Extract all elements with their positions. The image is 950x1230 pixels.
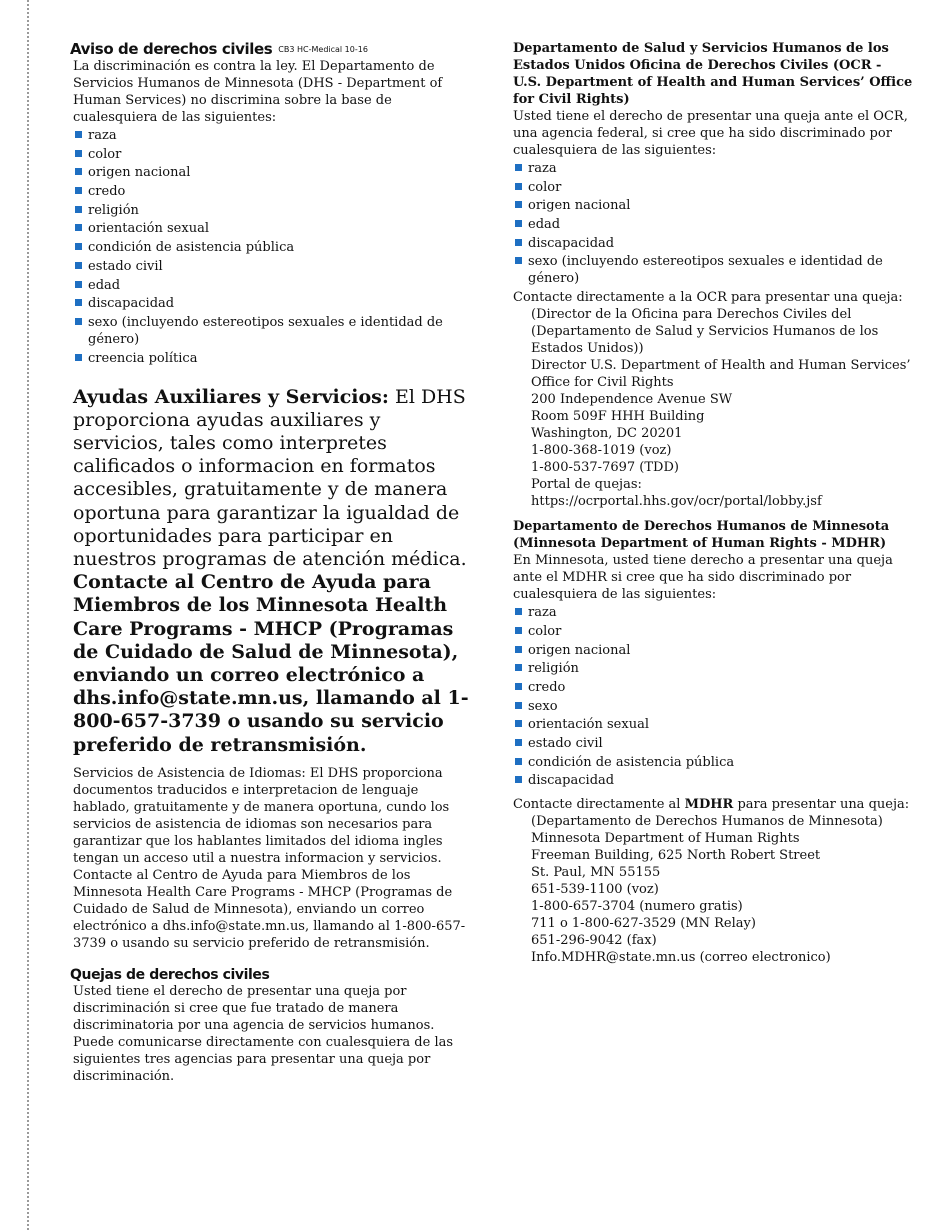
list-item: sexo (incluyendo estereotipos sexuales e identidad de género) bbox=[513, 253, 913, 287]
list-item: raza bbox=[73, 127, 470, 144]
list-item: discapacidad bbox=[513, 772, 913, 789]
mdhr-heading: Departamento de Derechos Humanos de Minnesota (Minnesota Department of Human Rights - MDHR) bbox=[513, 519, 890, 552]
ocr-intro: Usted tiene el derecho de presentar una queja ante el OCR, una agencia federal, si cree que ha sido discriminado por cualesquiera de las siguientes: bbox=[513, 109, 908, 158]
mdhr-address-line: Info.MDHR@state.mn.us (correo electronico) bbox=[531, 950, 831, 966]
complaints-paragraph: Usted tiene el derecho de presentar una queja por discriminación si cree que fue tratado de manera discriminatoria por una agencia de servicios humanos. Puede comunicarse directamente con cualesquiera de las siguientes tres agencias para presentar una queja por discriminación. bbox=[73, 983, 454, 1084]
mdhr-address-line: 711 o 1-800-627-3529 (MN Relay) bbox=[531, 916, 756, 932]
list-item: origen nacional bbox=[513, 642, 913, 659]
bullet-square-icon bbox=[515, 239, 522, 246]
bullet-square-icon bbox=[515, 758, 522, 765]
list-item: edad bbox=[73, 277, 470, 294]
list-item: edad bbox=[513, 216, 913, 233]
ocr-heading: Departamento de Salud y Servicios Humanos de los Estados Unidos Oficina de Derechos Civiles (OCR - U.S. Department of Health and Human Services’ Office for Civil Rights) bbox=[513, 41, 913, 107]
aux-services-text: El DHS proporciona ayudas auxiliares y servicios, tales como interpretes calificados o informacion en formatos accesibles, gratuitamente y de manera oportuna para garantizar la igualdad de oportunidades para participar en nuestros programas de atención médica. bbox=[73, 385, 467, 570]
list-item: estado civil bbox=[73, 258, 470, 275]
list-item: religión bbox=[513, 660, 913, 677]
bullet-square-icon bbox=[515, 683, 522, 690]
bullet-square-icon bbox=[75, 187, 82, 194]
mdhr-bases-list bbox=[513, 604, 913, 789]
list-item: credo bbox=[73, 183, 470, 200]
bullet-square-icon bbox=[515, 257, 522, 264]
mdhr-address-line: 651-296-9042 (fax) bbox=[531, 933, 657, 949]
list-item: discapacidad bbox=[513, 235, 913, 252]
list-item: color bbox=[73, 146, 470, 163]
list-item: estado civil bbox=[513, 735, 913, 752]
bullet-square-icon bbox=[75, 131, 82, 138]
complaints-heading: Quejas de derechos civiles bbox=[70, 966, 270, 983]
bullet-square-icon bbox=[75, 224, 82, 231]
bullet-square-icon bbox=[515, 720, 522, 727]
form-code: CB3 HC-Medical 10-16 bbox=[278, 45, 368, 54]
bullet-square-icon bbox=[515, 164, 522, 171]
language-services-paragraph: Servicios de Asistencia de Idiomas: El DHS proporciona documentos traducidos e interpretacion de lenguaje hablado, gratuitamente y de manera oportuna, cundo los servicios de asistencia de idiomas son necesarios para garantizar que los hablantes limitados del idioma ingles tengan un acceso util a nuestra informacion y servicios. Contacte al Centro de Ayuda para Miembros de los Minnesota Health Care Programs - MHCP (Programas de Cuidado de Salud de Minnesota), enviando un correo electrónico a dhs.info@state.mn.us, llamando al 1-800-657-3739 o usando su servicio preferido de retransmisión. bbox=[73, 765, 466, 951]
list-item: credo bbox=[513, 679, 913, 696]
ocr-address-line: Washington, DC 20201 bbox=[531, 426, 683, 442]
bullet-square-icon bbox=[515, 220, 522, 227]
bullet-square-icon bbox=[515, 664, 522, 671]
mdhr-address-line: 651-539-1100 (voz) bbox=[531, 882, 659, 898]
list-item: raza bbox=[513, 604, 913, 621]
bullet-square-icon bbox=[75, 168, 82, 175]
bullet-square-icon bbox=[515, 646, 522, 653]
ocr-address-line: 1-800-368-1019 (voz) bbox=[531, 443, 672, 459]
ocr-bases-list bbox=[513, 160, 913, 287]
bullet-square-icon bbox=[515, 739, 522, 746]
list-item: orientación sexual bbox=[73, 220, 470, 237]
list-item: color bbox=[513, 179, 913, 196]
bullet-square-icon bbox=[75, 354, 82, 361]
bullet-square-icon bbox=[515, 608, 522, 615]
ocr-address-line: Portal de quejas: bbox=[531, 477, 642, 493]
list-item: raza bbox=[513, 160, 913, 177]
bullet-square-icon bbox=[75, 243, 82, 250]
list-item: condición de asistencia pública bbox=[73, 239, 470, 256]
bullet-square-icon bbox=[75, 262, 82, 269]
bullet-square-icon bbox=[75, 318, 82, 325]
bullet-square-icon bbox=[515, 702, 522, 709]
bullet-square-icon bbox=[75, 206, 82, 213]
list-item: origen nacional bbox=[73, 164, 470, 181]
list-item: sexo (incluyendo estereotipos sexuales e identidad de género) bbox=[73, 314, 470, 348]
list-item: religión bbox=[73, 202, 470, 219]
intro-paragraph: La discriminación es contra la ley. El Departamento de Servicios Humanos de Minnesota (DHS - Department of Human Services) no discrimina sobre la base de cualesquiera de las siguientes: bbox=[73, 59, 443, 125]
mdhr-address-line: Minnesota Department of Human Rights bbox=[531, 831, 800, 847]
list-item: orientación sexual bbox=[513, 716, 913, 733]
list-item: creencia política bbox=[73, 350, 470, 367]
list-item: discapacidad bbox=[73, 295, 470, 312]
mdhr-contact-intro: Contacte directamente al MDHR para presentar una queja: bbox=[513, 797, 910, 813]
list-item: color bbox=[513, 623, 913, 640]
ocr-address-line: Room 509F HHH Building bbox=[531, 409, 705, 425]
aux-services-paragraph bbox=[70, 386, 470, 757]
bullet-square-icon bbox=[515, 776, 522, 783]
ocr-contact-intro: Contacte directamente a la OCR para presentar una queja: bbox=[513, 290, 903, 306]
mdhr-address-block bbox=[513, 813, 913, 966]
mdhr-address-line: (Departamento de Derechos Humanos de Minnesota) bbox=[531, 814, 883, 830]
mdhr-address-line: Freeman Building, 625 North Robert Street bbox=[531, 848, 821, 864]
bullet-square-icon bbox=[75, 150, 82, 157]
left-column bbox=[70, 40, 470, 1085]
notice-heading: Aviso de derechos civiles CB3 HC-Medical 10-16 bbox=[70, 40, 368, 58]
right-column bbox=[513, 40, 913, 966]
ocr-address-line: (Director de la Oficina para Derechos Civiles del (Departamento de Salud y Servicios Humanos de los Estados Unidos)) bbox=[531, 307, 879, 357]
list-item: sexo bbox=[513, 698, 913, 715]
mdhr-intro: En Minnesota, usted tiene derecho a presentar una queja ante el MDHR si cree que ha sido discriminado por cualesquiera de las siguientes: bbox=[513, 553, 893, 603]
bases-list bbox=[70, 127, 470, 367]
ocr-address-line: 1-800-537-7697 (TDD) bbox=[531, 460, 679, 476]
bullet-square-icon bbox=[515, 183, 522, 190]
list-item: origen nacional bbox=[513, 197, 913, 214]
ocr-address-line: 200 Independence Avenue SW bbox=[531, 392, 733, 408]
bullet-square-icon bbox=[75, 281, 82, 288]
aux-services-heading: Ayudas Auxiliares y Servicios: bbox=[73, 385, 389, 408]
bullet-square-icon bbox=[515, 201, 522, 208]
mdhr-address-line: 1-800-657-3704 (numero gratis) bbox=[531, 899, 743, 915]
ocr-address-block bbox=[513, 306, 913, 510]
list-item: condición de asistencia pública bbox=[513, 754, 913, 771]
bullet-square-icon bbox=[75, 299, 82, 306]
perforation-line bbox=[27, 0, 29, 1230]
aux-services-contact: Contacte al Centro de Ayuda para Miembros de los Minnesota Health Care Programs - MHCP (Programas de Cuidado de Salud de Minnesota), enviando un correo electrónico a dhs.info@state.mn.us, llamando al 1-800-657-3739 o usando su servicio preferido de retransmisión. bbox=[73, 571, 469, 756]
bullet-square-icon bbox=[515, 627, 522, 634]
ocr-address-line: https://ocrportal.hhs.gov/ocr/portal/lobby.jsf bbox=[531, 494, 822, 510]
mdhr-address-line: St. Paul, MN 55155 bbox=[531, 865, 661, 881]
ocr-address-line: Director U.S. Department of Health and Human Services’ Office for Civil Rights bbox=[531, 358, 911, 391]
